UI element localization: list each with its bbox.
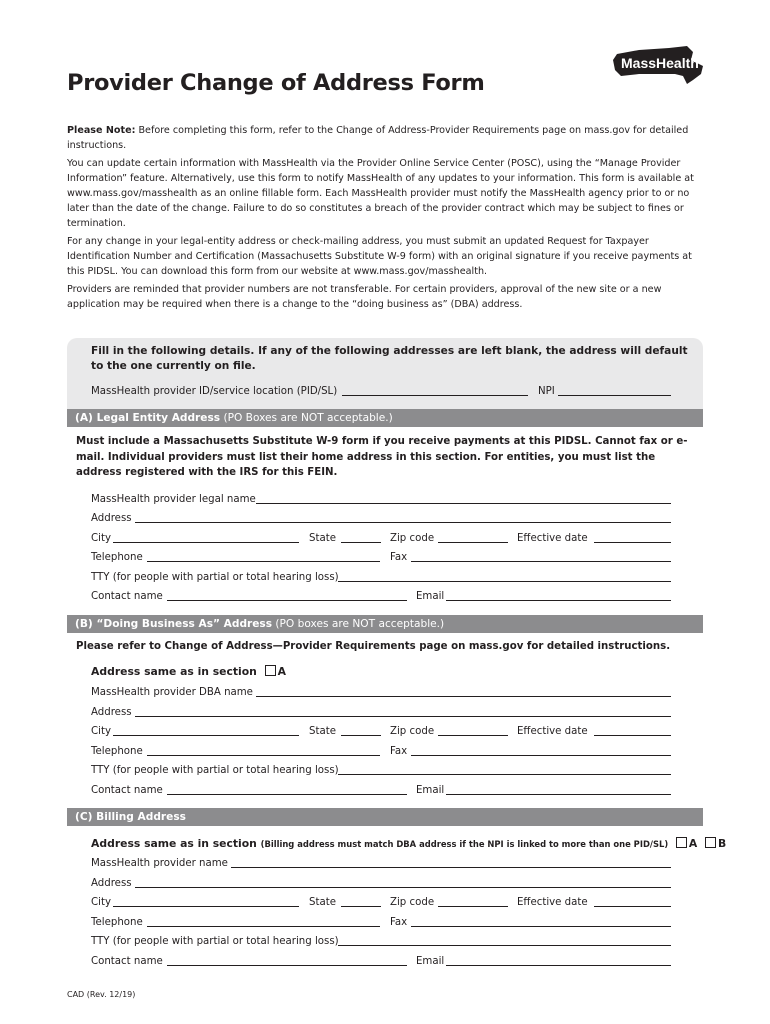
- section-c-header: (C) Billing Address: [67, 808, 703, 826]
- c-city-label: City: [91, 897, 111, 908]
- c-email-label: Email: [416, 956, 445, 967]
- c-checkbox-b[interactable]: [705, 837, 716, 848]
- b-option-a-label: A: [277, 665, 286, 678]
- a-contact-name-label: Contact name: [91, 591, 163, 602]
- a-tty-label: TTY (for people with partial or total hearing loss): [91, 572, 339, 583]
- c-effective-date-input[interactable]: [594, 906, 671, 907]
- a-tty-input[interactable]: [338, 581, 671, 582]
- form-title: Provider Change of Address Form: [67, 70, 485, 96]
- fill-heading: Fill in the following details. If any of the following addresses are left blank, the address will default to the one currently on file.: [91, 345, 688, 372]
- npi-label: NPI: [538, 386, 555, 397]
- fill-details-box: [67, 338, 703, 409]
- a-fax-input[interactable]: [411, 561, 671, 562]
- intro-paragraph-4: Providers are reminded that provider numbers are not transferable. For certain providers, approval of the new site or a new application may be required when there is a change to the “doing business as” (DBA) address.: [67, 284, 662, 310]
- b-dba-name-label: MassHealth provider DBA name: [91, 687, 253, 698]
- c-same-as-row: [91, 837, 726, 850]
- b-checkbox-a[interactable]: [265, 665, 276, 676]
- a-email-input[interactable]: [446, 600, 671, 601]
- c-effective-date-label: Effective date: [517, 897, 588, 908]
- c-fax-input[interactable]: [411, 926, 671, 927]
- a-contact-name-input[interactable]: [167, 600, 407, 601]
- b-zip-label: Zip code: [390, 726, 435, 737]
- npi-input[interactable]: [558, 395, 671, 396]
- c-city-input[interactable]: [113, 906, 299, 907]
- a-city-input[interactable]: [113, 542, 299, 543]
- a-email-label: Email: [416, 591, 445, 602]
- b-zip-input[interactable]: [438, 735, 508, 736]
- b-tty-input[interactable]: [338, 774, 671, 775]
- note-text: Before completing this form, refer to the Change of Address-Provider Requirements page on mass.gov for detailed instructions.: [67, 125, 689, 151]
- c-same-as-note: (Billing address must match DBA address if the NPI is linked to more than one PID/SL): [260, 839, 669, 849]
- section-a-note: Must include a Massachusetts Substitute W-9 form if you receive payments at this PIDSL. Cannot fax or e-mail. Individual providers must list their home address in this section. For entities, you must list the address registered with the IRS for this FEIN.: [76, 436, 688, 478]
- intro-paragraph-3: For any change in your legal-entity address or check-mailing address, you must submit an updated Request for Taxpayer Identification Number and Certification (Massachusetts Substitute W-9 form) with an original signature if you receive payments at this PIDSL. You can download this form from our website at www.mass.gov/masshealth.: [67, 236, 692, 277]
- a-state-label: State: [309, 533, 336, 544]
- a-zip-input[interactable]: [438, 542, 508, 543]
- b-effective-date-input[interactable]: [594, 735, 671, 736]
- a-state-input[interactable]: [341, 542, 381, 543]
- b-tty-label: TTY (for people with partial or total hearing loss): [91, 765, 339, 776]
- intro-paragraph-2: You can update certain information with MassHealth via the Provider Online Service Center (POSC), using the “Manage Provider Information” feature. Alternatively, use this form to notify MassHealth of any updates to your information. This form is available at www.mass.gov/masshealth as an online fillable form. Each MassHealth provider must notify the MassHealth agency prior to or no later than the date of the change. Failure to do so constitutes a breach of the provider contract which may be subject to fines or termination.: [67, 158, 694, 229]
- c-provider-name-input[interactable]: [231, 867, 671, 868]
- b-address-input[interactable]: [135, 716, 671, 717]
- section-a-header: (A) Legal Entity Address (PO Boxes are NOT acceptable.): [67, 409, 703, 427]
- b-same-as-row: [91, 665, 286, 678]
- c-tty-label: TTY (for people with partial or total hearing loss): [91, 936, 339, 947]
- c-telephone-input[interactable]: [147, 926, 380, 927]
- b-telephone-label: Telephone: [91, 746, 143, 757]
- b-same-as-label: Address same as in section: [91, 665, 257, 678]
- c-zip-label: Zip code: [390, 897, 435, 908]
- c-zip-input[interactable]: [438, 906, 508, 907]
- b-email-label: Email: [416, 785, 445, 796]
- a-city-label: City: [91, 533, 111, 544]
- b-dba-name-input[interactable]: [256, 696, 671, 697]
- c-address-input[interactable]: [135, 887, 671, 888]
- logo-text: MassHealth: [621, 55, 699, 71]
- b-state-label: State: [309, 726, 336, 737]
- c-contact-name-input[interactable]: [167, 965, 407, 966]
- form-revision: CAD (Rev. 12/19): [67, 990, 136, 999]
- c-same-as-label: Address same as in section: [91, 837, 257, 850]
- a-zip-label: Zip code: [390, 533, 435, 544]
- a-address-label: Address: [91, 513, 132, 524]
- masshealth-logo: [609, 44, 705, 86]
- c-telephone-label: Telephone: [91, 917, 143, 928]
- a-effective-date-input[interactable]: [594, 542, 671, 543]
- b-effective-date-label: Effective date: [517, 726, 588, 737]
- b-address-label: Address: [91, 707, 132, 718]
- a-effective-date-label: Effective date: [517, 533, 588, 544]
- c-provider-name-label: MassHealth provider name: [91, 858, 228, 869]
- a-telephone-input[interactable]: [147, 561, 380, 562]
- pid-label: MassHealth provider ID/service location (PID/SL): [91, 386, 338, 397]
- c-tty-input[interactable]: [338, 945, 671, 946]
- c-state-label: State: [309, 897, 336, 908]
- b-city-input[interactable]: [113, 735, 299, 736]
- section-b-header: (B) “Doing Business As” Address (PO boxes are NOT acceptable.): [67, 615, 703, 633]
- b-contact-name-label: Contact name: [91, 785, 163, 796]
- c-contact-name-label: Contact name: [91, 956, 163, 967]
- intro-text: [67, 123, 703, 315]
- b-state-input[interactable]: [341, 735, 381, 736]
- b-fax-label: Fax: [390, 746, 408, 757]
- b-email-input[interactable]: [446, 794, 671, 795]
- section-b-note: Please refer to Change of Address—Provider Requirements page on mass.gov for detailed instructions.: [76, 641, 671, 652]
- c-fax-label: Fax: [390, 917, 408, 928]
- a-fax-label: Fax: [390, 552, 408, 563]
- c-email-input[interactable]: [446, 965, 671, 966]
- a-legal-name-label: MassHealth provider legal name: [91, 494, 256, 505]
- a-telephone-label: Telephone: [91, 552, 143, 563]
- c-checkbox-a[interactable]: [676, 837, 687, 848]
- c-address-label: Address: [91, 878, 132, 889]
- b-fax-input[interactable]: [411, 755, 671, 756]
- note-label: Please Note:: [67, 125, 136, 136]
- pid-input[interactable]: [342, 395, 528, 396]
- a-legal-name-input[interactable]: [256, 503, 671, 504]
- b-telephone-input[interactable]: [147, 755, 380, 756]
- b-contact-name-input[interactable]: [167, 794, 407, 795]
- c-state-input[interactable]: [341, 906, 381, 907]
- b-city-label: City: [91, 726, 111, 737]
- a-address-input[interactable]: [135, 522, 671, 523]
- c-option-b-label: B: [718, 837, 727, 850]
- c-option-a-label: A: [688, 837, 698, 850]
